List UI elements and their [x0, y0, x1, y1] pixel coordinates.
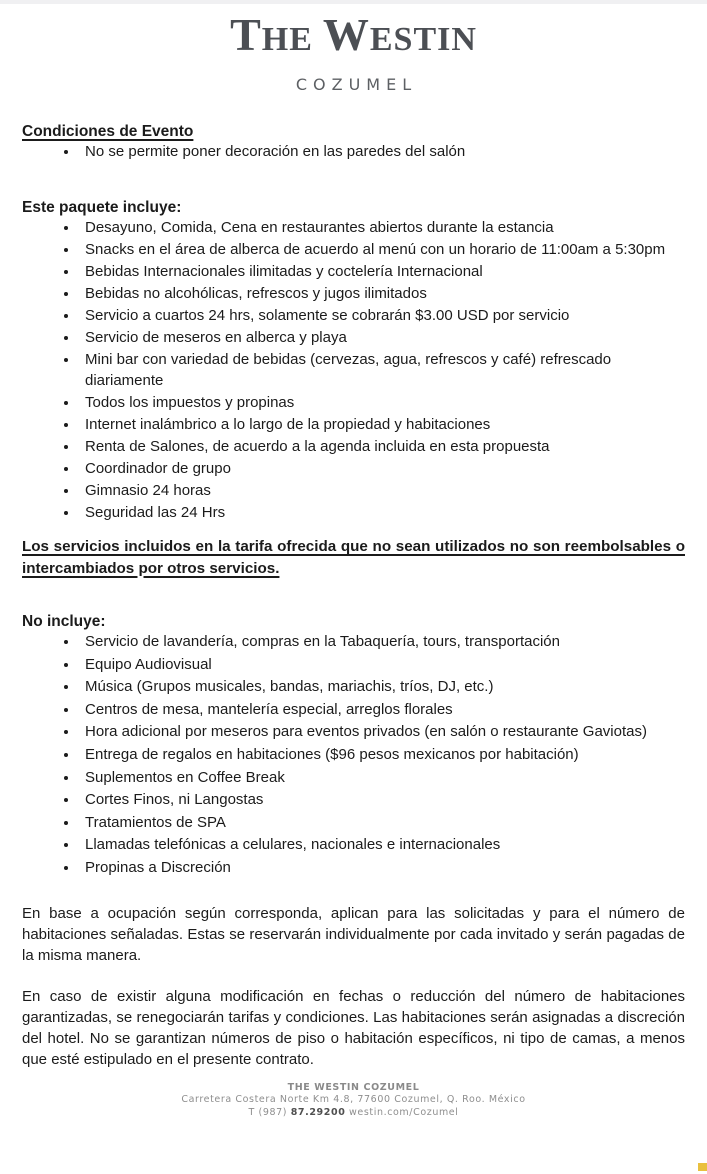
conditions-list	[22, 141, 685, 162]
footer-address: Carretera Costera Norte Km 4.8, 77600 Cozumel, Q. Roo. México	[181, 1094, 526, 1106]
wordmark-letters: ESTIN	[369, 21, 477, 58]
list-item: • Internet inalámbrico a lo largo de la propiedad y habitaciones	[79, 414, 685, 435]
footer-contact	[22, 1107, 685, 1120]
wordmark-letter: W	[322, 9, 370, 60]
wordmark-letter: T	[230, 9, 262, 60]
list-item: • Coordinador de grupo	[79, 458, 685, 479]
includes-heading: Este paquete incluye:	[22, 199, 182, 216]
list-item: • Cortes Finos, ni Langostas	[79, 789, 685, 810]
list-item: • Servicio a cuartos 24 hrs, solamente se cobrarán $3.00 USD por servicio	[79, 305, 685, 326]
logo-location-label: COZUMEL	[295, 75, 418, 94]
list-item: • Bebidas no alcohólicas, refrescos y jugos ilimitados	[79, 283, 685, 304]
list-item: • Música (Grupos musicales, bandas, mariachis, tríos, DJ, etc.)	[79, 676, 685, 697]
list-item: • Snacks en el área de alberca de acuerdo al menú con un horario de 11:00am a 5:30pm	[79, 239, 685, 260]
list-item: • No se permite poner decoración en las paredes del salón	[79, 141, 685, 162]
list-item: • Servicio de lavandería, compras en la Tabaquería, tours, transportación	[79, 631, 685, 652]
list-item: • Gimnasio 24 horas	[79, 480, 685, 501]
conditions-heading: Condiciones de Evento	[22, 123, 194, 140]
list-item: • Mini bar con variedad de bebidas (cervezas, agua, refrescos y café) refrescado diariamente	[79, 349, 685, 391]
footer-phone-number: 87.29200	[290, 1106, 346, 1118]
westin-wordmark	[22, 9, 685, 60]
non-refundable-notice: Los servicios incluidos en la tarifa ofrecida que no sean utilizados no son reembolsables o intercambiados por otros servicios.	[22, 538, 685, 577]
list-item: • Seguridad las 24 Hrs	[79, 502, 685, 523]
excludes-heading: No incluye:	[22, 613, 106, 630]
footer-phone-prefix: T (987)	[248, 1106, 291, 1118]
list-item: • Centros de mesa, mantelería especial, arreglos florales	[79, 699, 685, 720]
list-item: • Desayuno, Comida, Cena en restaurantes abiertos durante la estancia	[79, 217, 685, 238]
list-item: • Renta de Salones, de acuerdo a la agenda incluida en esta propuesta	[79, 436, 685, 457]
excludes-list	[22, 631, 685, 878]
corner-marker	[698, 1163, 707, 1171]
occupancy-paragraph: En base a ocupación según corresponda, aplican para las solicitadas y para el número de habitaciones señaladas. Estas se reservarán individualmente por cada invitado y serán pagadas de la misma manera.	[22, 904, 685, 964]
list-item: • Bebidas Internacionales ilimitadas y coctelería Internacional	[79, 261, 685, 282]
list-item: • Hora adicional por meseros para eventos privados (en salón o restaurante Gaviotas)	[79, 721, 685, 742]
list-item: • Tratamientos de SPA	[79, 812, 685, 833]
hotel-footer	[22, 1082, 685, 1120]
list-item: • Llamadas telefónicas a celulares, nacionales e internacionales	[79, 834, 685, 855]
list-item: • Suplementos en Coffee Break	[79, 767, 685, 788]
modification-paragraph: En caso de existir alguna modificación en fechas o reducción del número de habitaciones garantizadas, se renegociarán tarifas y condiciones. Las habitaciones serán asignadas a discreción del hotel. No se garantizan números de piso o habitación específicos, ni tipo de camas, a menos que esté estipulado en el presente contrato.	[22, 987, 685, 1068]
list-item: • Servicio de meseros en alberca y playa	[79, 327, 685, 348]
includes-list	[22, 217, 685, 523]
list-item: • Propinas a Discreción	[79, 857, 685, 878]
footer-website: westin.com/Cozumel	[345, 1106, 459, 1118]
wordmark-letters: HE	[261, 21, 313, 58]
footer-hotel-name: THE WESTIN COZUMEL	[287, 1081, 420, 1093]
list-item: • Todos los impuestos y propinas	[79, 392, 685, 413]
list-item: • Entrega de regalos en habitaciones ($96 pesos mexicanos por habitación)	[79, 744, 685, 765]
page-top-strip	[0, 0, 707, 4]
list-item: • Equipo Audiovisual	[79, 654, 685, 675]
westin-logo	[22, 9, 685, 94]
